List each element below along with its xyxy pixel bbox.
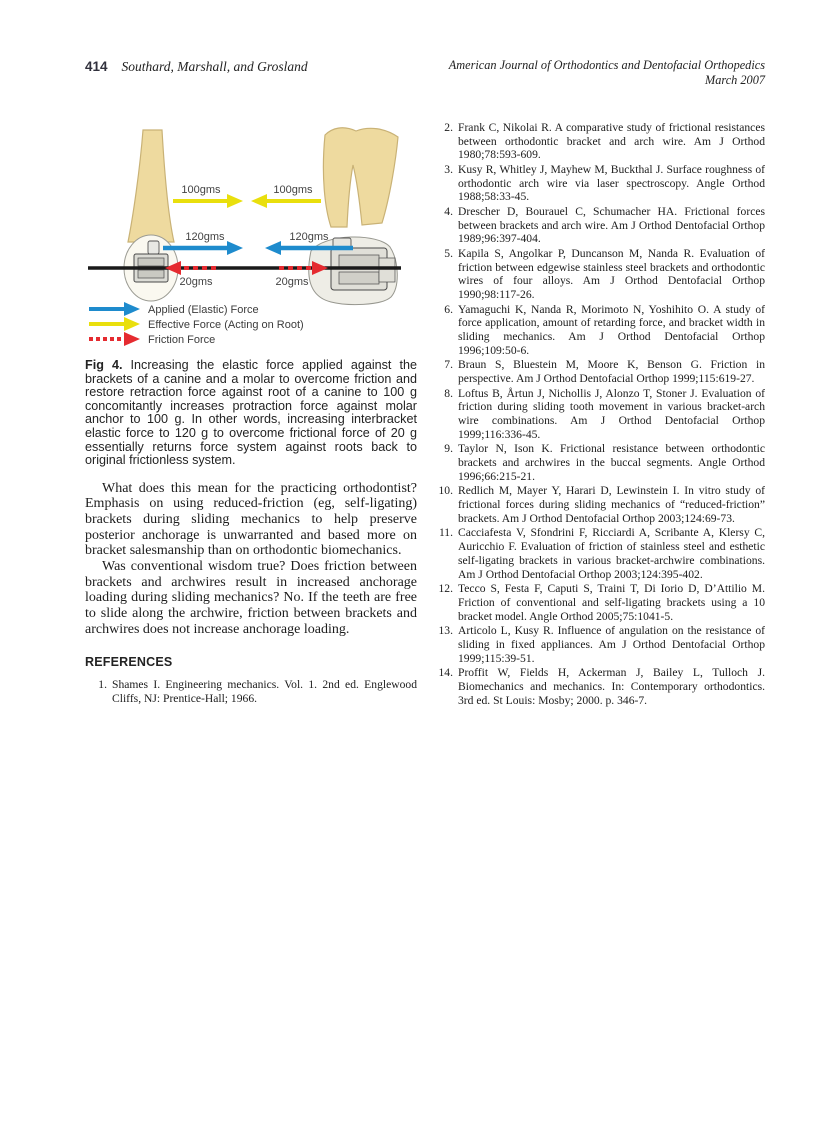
reference-text: Loftus B, Årtun J, Nichollis J, Alonzo T, Stoner J. Evaluation of friction during sliding tooth movement in various bracket-arch wire combinations. Am J Orthod Dentofacial Orthop 1999;116:336-45. [458, 386, 765, 441]
legend-friction-label: Friction Force [148, 334, 216, 346]
reference-text: Taylor N, Ison K. Frictional resistance between orthodontic brackets and archwires in the buccal segments. Angle Orthod 1996;66:215-21. [458, 442, 765, 483]
reference-number: 8. [444, 386, 453, 400]
reference-item-4 [437, 205, 765, 246]
running-authors: Southard, Marshall, and Grosland [121, 59, 308, 74]
reference-item-7 [437, 358, 765, 385]
legend-applied-label: Applied (Elastic) Force [148, 304, 259, 316]
legend-effective-label: Effective Force (Acting on Root) [148, 319, 304, 331]
reference-text: Articolo L, Kusy R. Influence of angulation on the resistance of sliding in fixed appliances. Am J Orthod Dentofacial Orthop 1999;115:39-51. [458, 624, 765, 665]
canine-tooth [124, 130, 178, 301]
reference-text: Proffit W, Fields H, Ackerman J, Bailey L, Tulloch J. Biomechanics and mechanics. In: Contemporary orthodontics. 3rd ed. St Louis: Mosby; 2000. p. 346-7. [458, 666, 765, 707]
reference-item-2 [437, 121, 765, 162]
effective-force-arrow-canine [173, 194, 243, 208]
journal-title: American Journal of Orthodontics and Dentofacial Orthopedics [448, 58, 765, 72]
page-header [85, 58, 765, 87]
issue-date: March 2007 [705, 72, 765, 87]
running-head-left [85, 58, 308, 76]
reference-number: 7. [444, 358, 453, 372]
reference-number: 11. [438, 526, 453, 540]
paragraph-2: Was conventional wisdom true? Does friction between brackets and archwires result in increased anchorage loading during sliding mechanics? No. If the teeth are free to slide along the archwire, friction between brackets and archwires does not increase anchorage loading. [85, 559, 417, 637]
reference-text: Frank C, Nikolai R. A comparative study of frictional resistances between orthodontic bracket and arch wire. Am J Orthod 1980;78:593-609. [458, 121, 765, 162]
figure-caption-text: Increasing the elastic force applied against the brackets of a canine and a molar to overcome friction and restore retraction force against root of a canine to 100 g concomitantly increases protraction force against molar anchor to 100 g. In other words, increasing interbracket elastic force to 120 g to overcome frictional force of 20 g essentially returns force system against roots back to original frictionless system. [85, 358, 418, 468]
references-heading: REFERENCES [85, 655, 173, 670]
reference-list-right [437, 121, 765, 707]
reference-item-8 [437, 387, 765, 442]
figure-4 [85, 121, 417, 349]
left-column [85, 121, 417, 707]
reference-text: Tecco S, Festa F, Caputi S, Traini T, Di Iorio D, D’Attilio M. Friction of conventional and self-ligating brackets using a 10 bracket model. Angle Orthod 2005;75:1041-5. [458, 582, 765, 623]
reference-text: Yamaguchi K, Nanda R, Morimoto N, Yoshihito O. A study of force application, amount of retarding force, and bracket width in sliding mechanics. Am J Orthod Dentofacial Orthop 1996;109:50-6. [458, 302, 765, 357]
reference-item-10 [437, 484, 765, 525]
effective-force-label-canine: 100gms [181, 184, 221, 196]
reference-item-5 [437, 247, 765, 302]
reference-number: 4. [444, 205, 453, 219]
reference-number: 6. [444, 302, 453, 316]
reference-text: Shames I. Engineering mechanics. Vol. 1. 2nd ed. Englewood Cliffs, NJ: Prentice-Hall; 1966. [112, 678, 417, 706]
applied-force-label-molar: 120gms [289, 231, 329, 243]
reference-number: 5. [444, 247, 453, 261]
reference-text: Redlich M, Mayer Y, Harari D, Lewinstein I. In vitro study of frictional forces during sliding mechanics of “reduced-friction” brackets. Am J Orthod Dentofacial Orthop 2003;124:69-73. [458, 484, 765, 525]
effective-force-label-molar: 100gms [273, 184, 313, 196]
friction-force-label-molar: 20gms [275, 276, 309, 288]
reference-text: Kusy R, Whitley J, Mayhew M, Buckthal J. Surface roughness of orthodontic arch wire via laser spectroscopy. Angle Orthod 1988;58:33-45. [458, 163, 765, 204]
reference-item-11 [437, 526, 765, 581]
molar-tooth [309, 128, 398, 305]
legend-friction-arrow [89, 332, 140, 346]
reference-item-14 [437, 666, 765, 707]
legend-effective-arrow [89, 317, 140, 331]
reference-item-13 [437, 624, 765, 665]
running-head-right [449, 58, 765, 87]
effective-force-arrow-molar [251, 194, 321, 208]
reference-number: 3. [444, 163, 453, 177]
legend-applied-arrow [89, 302, 140, 316]
reference-number: 2. [444, 121, 453, 134]
reference-item-6 [437, 303, 765, 358]
reference-item-3 [437, 163, 765, 204]
two-column-body [85, 121, 765, 708]
page-number: 414 [85, 59, 108, 74]
reference-number: 1. [98, 678, 107, 692]
right-column [437, 121, 765, 708]
reference-item-1 [91, 678, 417, 705]
reference-list-left [85, 678, 417, 705]
figure-caption [85, 359, 417, 468]
reference-text: Braun S, Bluestein M, Moore K, Benson G. Friction in perspective. Am J Orthod Dentofacial Orthop 1999;115:619-27. [458, 358, 765, 386]
reference-text: Cacciafesta V, Sfondrini F, Ricciardi A, Scribante A, Klersy C, Auricchio F. Evaluation of friction of stainless steel and esthetic self-ligating brackets in various bracket-archwire combinations. Am J Orthod Dentofacial Orthop 2003;124:395-402. [458, 526, 765, 581]
reference-number: 10. [438, 484, 453, 498]
reference-number: 9. [444, 442, 453, 456]
figure-legend [89, 302, 304, 346]
reference-number: 14. [438, 666, 453, 680]
reference-item-9 [437, 442, 765, 483]
reference-item-12 [437, 582, 765, 623]
reference-number: 12. [438, 582, 453, 596]
friction-force-diagram [85, 121, 417, 349]
reference-number: 13. [438, 624, 453, 638]
molar-roots [323, 128, 398, 227]
figure-caption-label: Fig 4. [85, 358, 123, 372]
friction-force-label-canine: 20gms [179, 276, 213, 288]
paragraph-1: What does this mean for the practicing orthodontist? Emphasis on using reduced-friction (eg, self-ligating) brackets during sliding mechanics to help preserve posterior anchorage is unwarranted and based more on bracket salesmanship than on orthodontic biomechanics. [85, 480, 417, 559]
reference-text: Kapila S, Angolkar P, Duncanson M, Nanda R. Evaluation of friction between edgewise stainless steel brackets and orthodontic wires of four alloys. Am J Orthod Dentofacial Orthop 1990;98:117-26. [458, 247, 765, 302]
canine-root [128, 130, 174, 242]
applied-force-label-canine: 120gms [185, 231, 225, 243]
reference-text: Drescher D, Bourauel C, Schumacher HA. Frictional forces between brackets and arch wire. Am J Orthod Dentofacial Orthop 1989;96:397-404. [458, 205, 765, 246]
